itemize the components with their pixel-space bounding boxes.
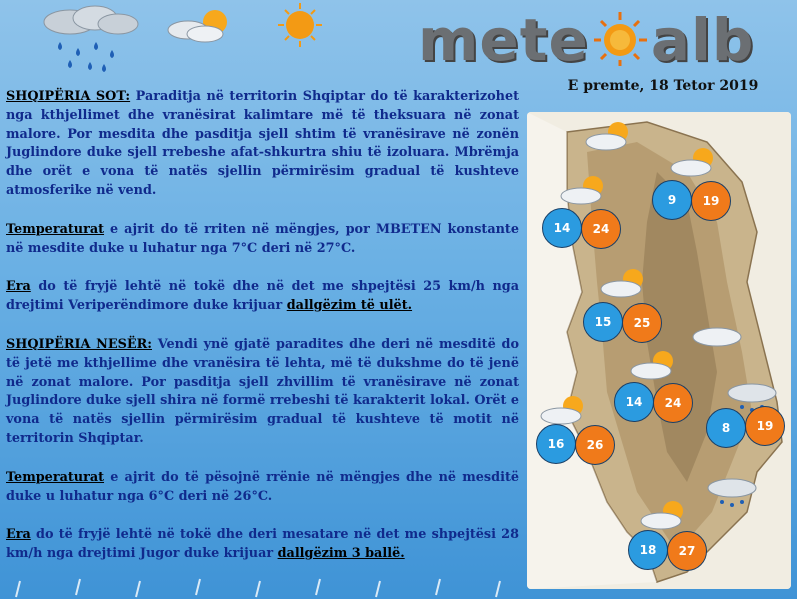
meteoalb-logo (418, 8, 788, 72)
tomorrow-heading: SHQIPËRIA NESËR: (6, 336, 152, 352)
tomorrow-temperature (6, 469, 519, 507)
tomorrow-summary (6, 336, 519, 449)
logo-sun-icon (589, 10, 651, 66)
sun-cloud-icon (667, 144, 727, 182)
temp-min-center: 15 (583, 302, 623, 342)
temp-max-center: 25 (622, 303, 662, 343)
sun-cloud-icon (557, 172, 617, 210)
today-temperature (6, 221, 519, 259)
today-heading: SHQIPËRIA SOT: (6, 89, 131, 104)
rain-cloud-icon (44, 6, 138, 72)
temp-min-south: 18 (628, 530, 668, 570)
header-weather-icons (0, 0, 340, 80)
forecast-text (6, 88, 519, 584)
forecast-date: E premte, 18 Tetor 2019 (567, 78, 759, 94)
temp-min-south-west: 16 (536, 424, 576, 464)
temperature-body: e ajrit do të rriten në mëngjes, por MBETEN konstante në mesdite duke u luhatur nga 7°C deri në 27°C. (6, 221, 519, 256)
tomorrow-wind-body: do të fryjë lehtë në tokë dhe deri mesatare në det me shpejtësi 28 km/h nga drejtimi Jugor duke krijuar (6, 527, 519, 562)
temp-max-north-east: 19 (691, 181, 731, 221)
tomorrow-temperature-heading: Temperaturat (6, 469, 105, 485)
sun-cloud-icon (168, 10, 227, 42)
temperature-heading: Temperaturat (6, 221, 105, 237)
wind-sea-state: dallgëzim të ulët. (286, 298, 413, 314)
temp-max-south-center: 24 (653, 383, 693, 423)
rain-decoration (0, 575, 520, 599)
albania-map (527, 112, 791, 589)
temp-min-north-west: 14 (542, 208, 582, 248)
logo-text-right: alb (650, 6, 755, 74)
today-summary (6, 88, 519, 201)
tomorrow-wind-heading: Era (6, 527, 31, 543)
logo-text-left: mete (418, 6, 589, 74)
sun-icon (278, 3, 322, 47)
tomorrow-wind (6, 526, 519, 564)
partly-cloudy-icon (687, 317, 747, 355)
temp-min-south-center: 14 (614, 382, 654, 422)
temp-min-south-east: 8 (706, 408, 746, 448)
wind-heading: Era (6, 279, 31, 295)
temp-max-south-east: 19 (745, 406, 785, 446)
sun-cloud-icon (627, 347, 687, 385)
temp-min-north-east: 9 (652, 180, 692, 220)
tomorrow-wind-sea-state: dallgëzim 3 ballë. (277, 546, 405, 562)
sun-cloud-icon (597, 265, 657, 303)
tomorrow-body: Vendi ynë gjatë paradites dhe deri në mesditë do të jetë me kthjellime dhe vranësira të lehta, më të dukshme do të jenë në zonat malore. Por pasditja sjell zhvillim të vranësirave në zonat Juglindore duke sjell shira në formë rrebeshi të karakterit lokal. Orët e vona të natës sjellin përmirësim gradual të kushteve të motit në territorin Shqiptar. (6, 336, 520, 446)
temp-max-south-west: 26 (575, 425, 615, 465)
today-body: Paraditja në territorin Shqiptar do të karakterizohet nga kthjellimet dhe vranësirat kalimtare më të theksuara në zonat malore. Por mesdita dhe pasditja sjell shtim të vranësirave në zonën Juglindore duke sjell rrebeshe afat-shkurtra shiu të izoluara. Mbrëmja dhe orët e vona të natës sjellin përmirësim gradual të kushteve atmosferike në vend. (6, 89, 520, 198)
sun-cloud-icon (537, 392, 597, 430)
temp-max-south: 27 (667, 531, 707, 571)
wind-body: do të fryjë lehtë në tokë dhe në det me shpejtësi 25 km/h nga drejtimi Veriperëndimore duke krijuar (6, 279, 519, 314)
tomorrow-temperature-body: e ajrit do të pësojnë rrënie në mëngjes dhe në mesditë duke u luhatur nga 6°C deri në 26°C. (6, 469, 519, 504)
sun-cloud-icon (582, 118, 642, 156)
temp-max-north-west: 24 (581, 209, 621, 249)
today-wind (6, 278, 519, 316)
rain-drops-icon (702, 472, 762, 510)
